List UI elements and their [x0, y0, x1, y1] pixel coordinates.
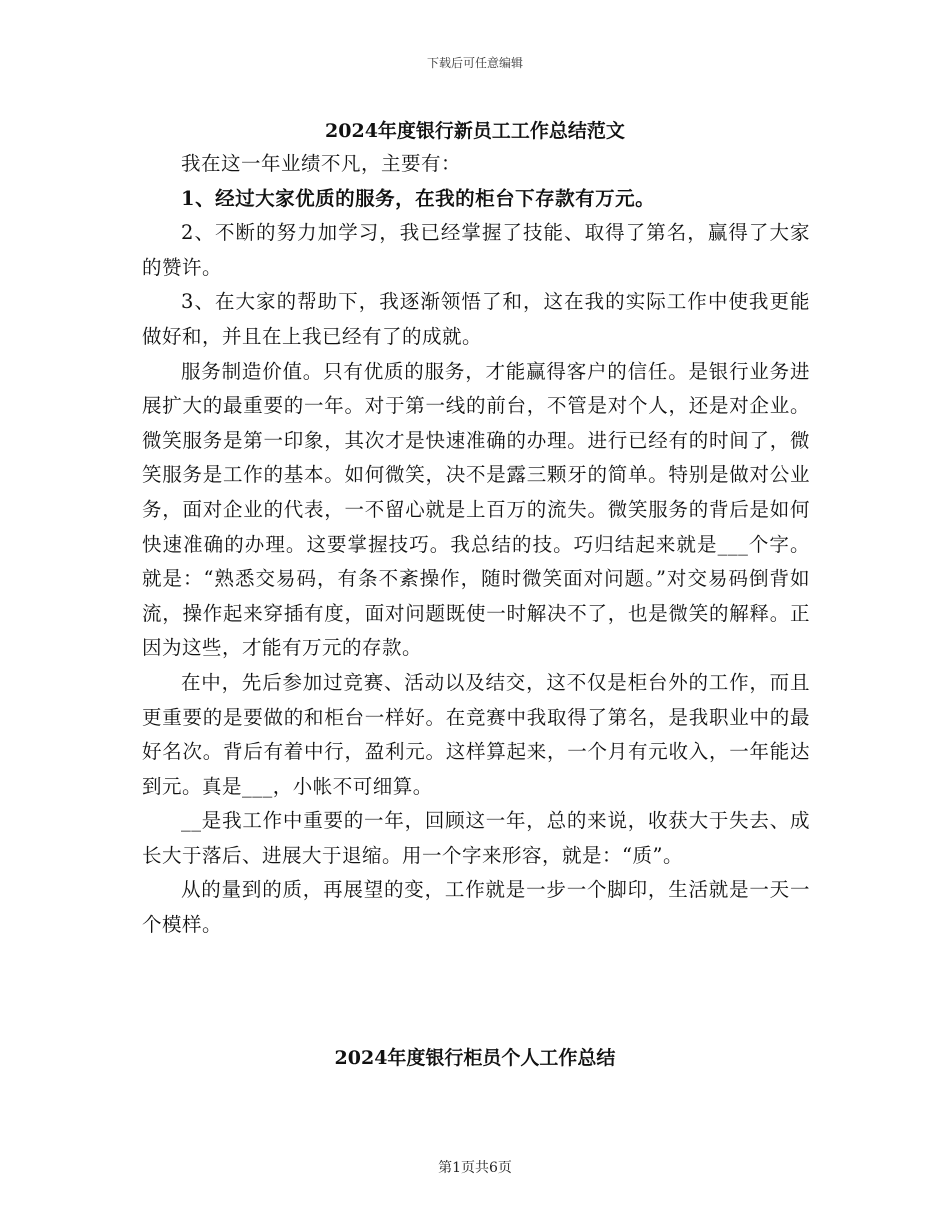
paragraph-intro: 我在这一年业绩不凡，主要有： [181, 152, 462, 175]
header-note: 下载后可任意编辑 [426, 56, 523, 70]
paragraph-service: 服务制造价值。只有优质的服务，才能赢得客户的信任。是银行业务进展扩大的最重要的一年。对于第一线的前台，不管是对个人，还是对企业。微笑服务是第一印象，其次才是快速准确的办理。进行已经有的时间了，微笑服务是工作的基本。如何微笑，决不是露三颗牙的简单。特别是做对公业务，面对企业的代表，一不留心就是上百万的流失。微笑服务的背后是如何快速准确的办理。这要掌握技巧。我总结的技。巧归结起来就是___个字。就是：“熟悉交易码，有条不紊操作，随时微笑面对问题。”对交易码倒背如流，操作起来穿插有度，面对问题既使一时解决不了，也是微笑的解释。正因为这些，才能有万元的存款。 [142, 359, 810, 660]
paragraph-competition: 在中，先后参加过竞赛、活动以及结交，这不仅是柜台外的工作，而且更重要的是要做的和柜台一样好。在竞赛中我取得了第名，是我职业中的最好名次。背后有着中行，盈利元。这样算起来，一个月有元收入，一年能达到元。真是___，小帐不可细算。 [142, 670, 810, 798]
paragraph-point-3: 3、在大家的帮助下，我逐渐领悟了和，这在我的实际工作中使我更能做好和，并且在上我已经有了的成就。 [142, 290, 810, 348]
section-title: 2024年度银行柜员个人工作总结 [334, 1047, 616, 1069]
document-title: 2024年度银行新员工工作总结范文 [325, 120, 625, 142]
paragraph-point-2: 2、不断的努力加学习，我已经掌握了技能、取得了第名，赢得了大家的赞许。 [142, 221, 810, 279]
document-body [142, 147, 810, 943]
paragraph-outlook: 从的量到的质，再展望的变，工作就是一步一个脚印，生活就是一天一个模样。 [142, 878, 810, 937]
paragraph-review: __是我工作中重要的一年，回顾这一年，总的来说，收获大于失去、成长大于落后、进展大于退缩。用一个字来形容，就是：“质”。 [142, 809, 810, 867]
page-footer: 第1页共6页 [438, 1160, 512, 1176]
paragraph-point-1: 1、经过大家优质的服务，在我的柜台下存款有万元。 [181, 186, 656, 210]
